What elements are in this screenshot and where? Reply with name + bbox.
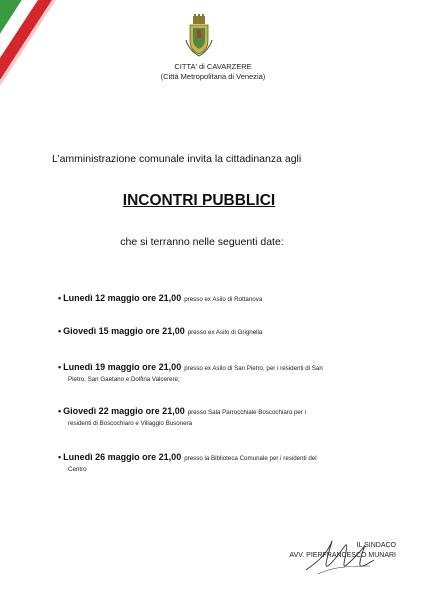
meeting-date: Lunedì 26 maggio ore 21,00 [63,452,182,462]
meeting-place: presso ex Asilo di Grignella [187,329,263,336]
list-item [58,326,388,339]
city-subtitle: (Città Metropolitana di Venezia) [160,72,266,81]
list-item [58,362,388,385]
municipal-crest-icon [184,14,214,58]
signatory-name: AVV. PIERFRANCESCO MUNARI [289,552,396,559]
page-title: INCONTRI PUBBLICI [122,192,276,209]
bullet-icon: • [58,362,62,372]
bullet-icon: • [58,452,62,462]
bullet-icon: • [58,326,62,336]
signature-block [289,541,396,561]
bullet-icon: • [58,293,62,303]
meeting-place-continued: Centro [68,465,87,473]
meeting-date: Lunedì 19 maggio ore 21,00 [63,362,182,372]
intro-text: L’amministrazione comunale invita la cittadinanza agli [52,153,302,165]
meeting-date: Giovedì 15 maggio ore 21,00 [63,326,185,336]
meeting-place: presso ex Asilo di San Pietro, per i residenti di San [184,365,323,372]
meeting-date: Lunedì 12 maggio ore 21,00 [63,293,182,303]
subtitle-text: che si terranno nelle seguenti date: [120,236,284,248]
meeting-place-continued: residenti di Boscochiaro e Villaggio Busonera [68,419,193,427]
signatory-role: IL SINDACO [356,542,396,549]
list-item [58,293,388,306]
city-name: CITTA' di CAVARZERE [174,62,252,71]
meeting-place: presso ex Asilo di Rottanova [184,296,263,303]
list-item [58,452,388,475]
meeting-place: presso Sala Parrocchiale Boscochiaro per i [187,409,307,416]
bullet-icon: • [58,406,62,416]
meeting-place-continued: Pietro, San Gaetano e Dolfina Valcerere; [68,375,180,383]
italian-flag-ribbon-icon [0,0,70,100]
meeting-date: Giovedì 22 maggio ore 21,00 [63,406,185,416]
meeting-place: presso la Biblioteca Comunale per i residenti del [184,455,317,462]
list-item [58,406,388,429]
